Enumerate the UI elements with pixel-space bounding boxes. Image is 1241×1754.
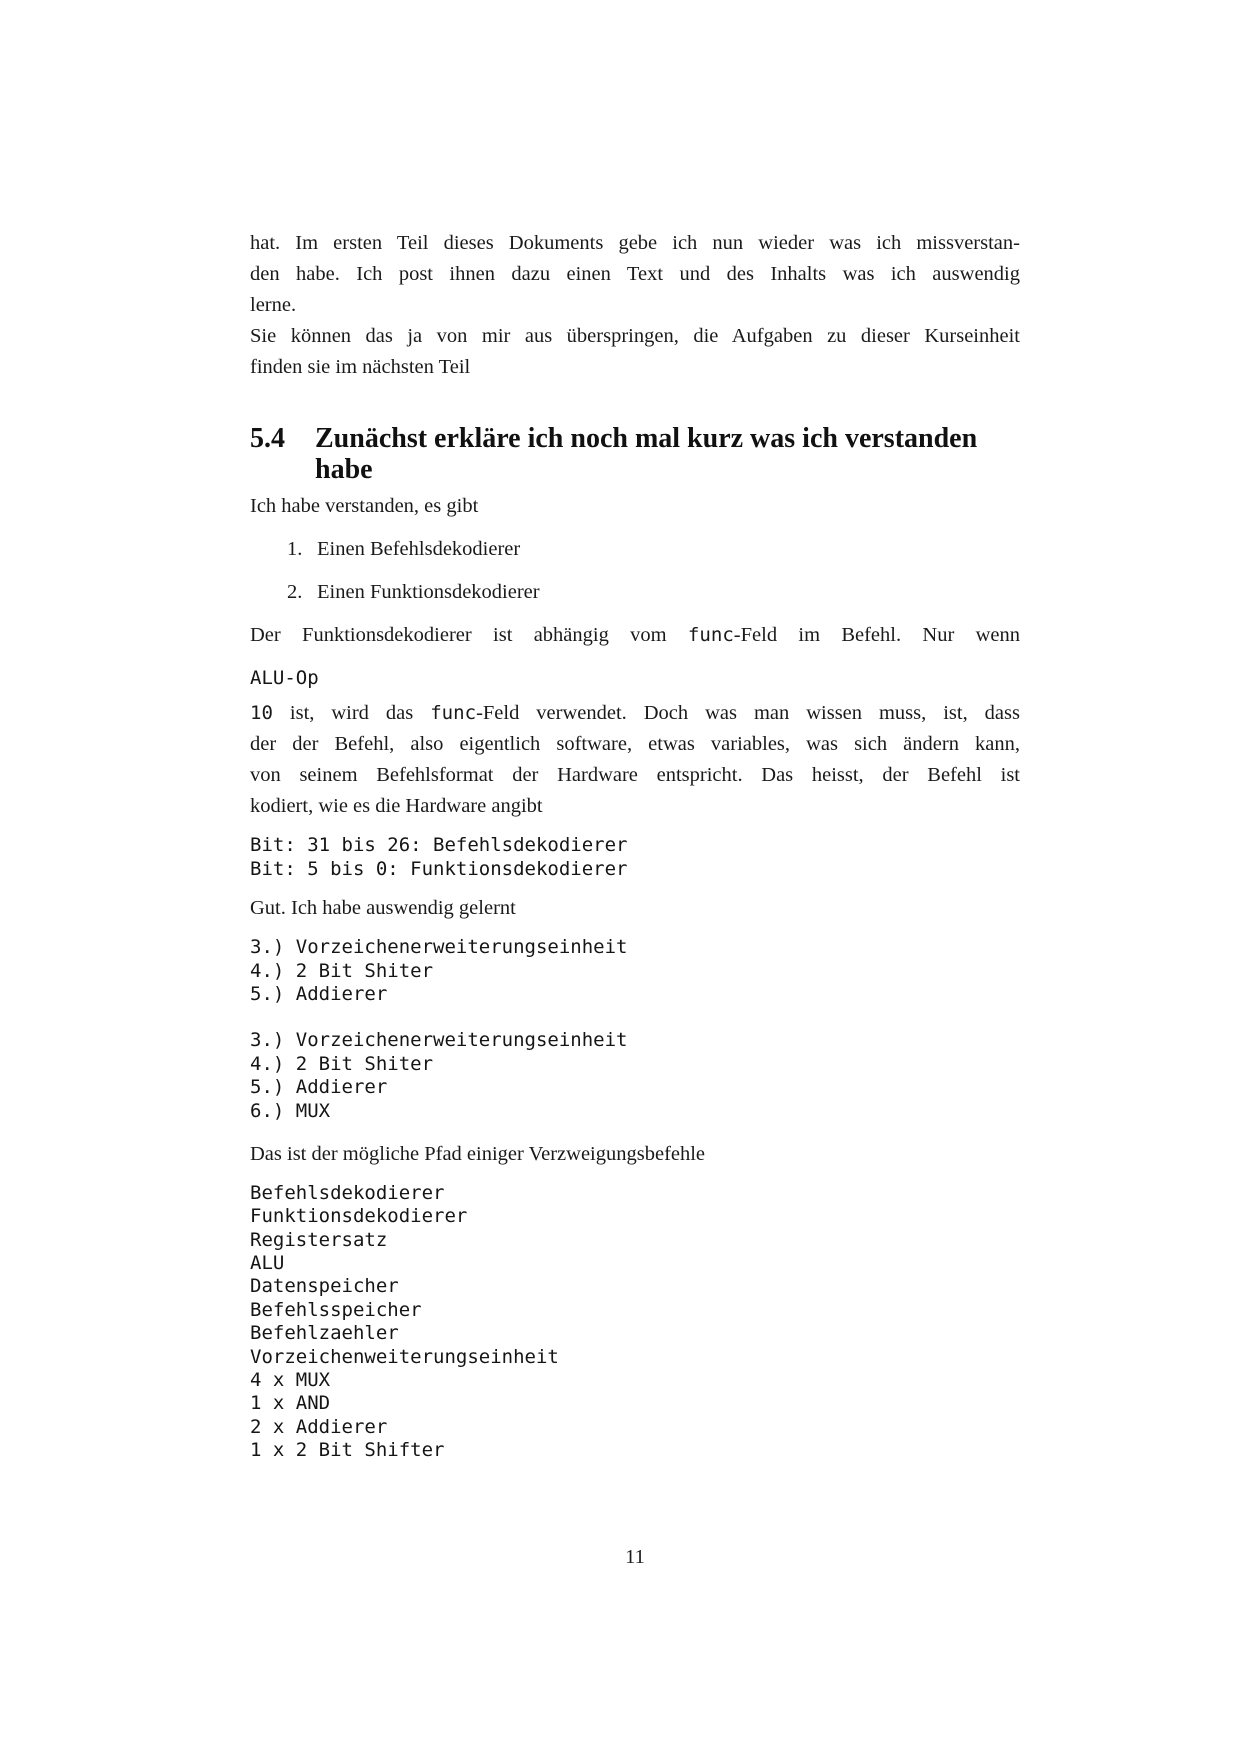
list-text: Einen Funktionsdekodierer (317, 581, 540, 603)
list-marker: 1. (287, 538, 303, 560)
code-block-path-b: 3.) Vorzeichenerweiterungseinheit 4.) 2 Bit Shiter 5.) Addierer 6.) MUX (250, 1029, 628, 1122)
paragraph-intro-continuation: hat. Im ersten Teil dieses Dokuments gebe ich nun wieder was ich missverstan- den habe. Ich post ihnen dazu einen Text und des Inhalts was ich auswendig lerne. (250, 232, 1020, 316)
code-block-alu-op: ALU-Op (250, 667, 319, 689)
paragraph-pfad: Das ist der mögliche Pfad einiger Verzweigungsbefehle (250, 1142, 706, 1165)
paragraph-gut: Gut. Ich habe auswendig gelernt (250, 897, 516, 920)
list-item (250, 577, 1020, 608)
code-block-bits: Bit: 31 bis 26: Befehlsdekodierer Bit: 5 bis 0: Funktionsdekodierer (250, 834, 628, 880)
page-number: 11 (625, 1546, 645, 1568)
list-item (250, 534, 1020, 565)
section-heading (250, 419, 1020, 481)
code-block-path-a: 3.) Vorzeichenerweiterungseinheit 4.) 2 Bit Shiter 5.) Addierer (250, 936, 628, 1005)
ordered-list (250, 534, 1020, 608)
paragraph-skip-note: Sie können das ja von mir aus überspringen, die Aufgaben zu dieser Kurseinheit finden sie im nächsten Teil (250, 325, 1020, 378)
list-text: Einen Befehlsdekodierer (317, 538, 521, 560)
code-block-components: Befehlsdekodierer Funktionsdekodierer Registersatz ALU Datenspeicher Befehlsspeicher Befehlzaehler Vorzeichenweiterungseinheit 4 x MUX 1 x AND 2 x Addierer 1 x 2 Bit Shifter (250, 1181, 559, 1462)
paragraph-func-feld: 10 ist, wird das func-Feld verwendet. Doch was man wissen muss, ist, dass der der Befehl, also eigentlich software, etwas variables, was sich ändern kann, von seinem Befehlsformat der Hardware entspricht. Das heisst, der Befehl ist kodiert, wie es die Hardware angibt (250, 702, 1020, 818)
paragraph-intro-list: Ich habe verstanden, es gibt (250, 495, 479, 517)
paragraph-funktionsdekodierer: Der Funktionsdekodierer ist abhängig vom func-Feld im Befehl. Nur wenn (250, 624, 1020, 646)
text-column (250, 228, 1020, 1463)
section-number: 5.4 (250, 423, 285, 454)
list-marker: 2. (287, 581, 303, 603)
section-title: Zunächst erkläre ich noch mal kurz was ich verstanden habe (315, 423, 978, 481)
